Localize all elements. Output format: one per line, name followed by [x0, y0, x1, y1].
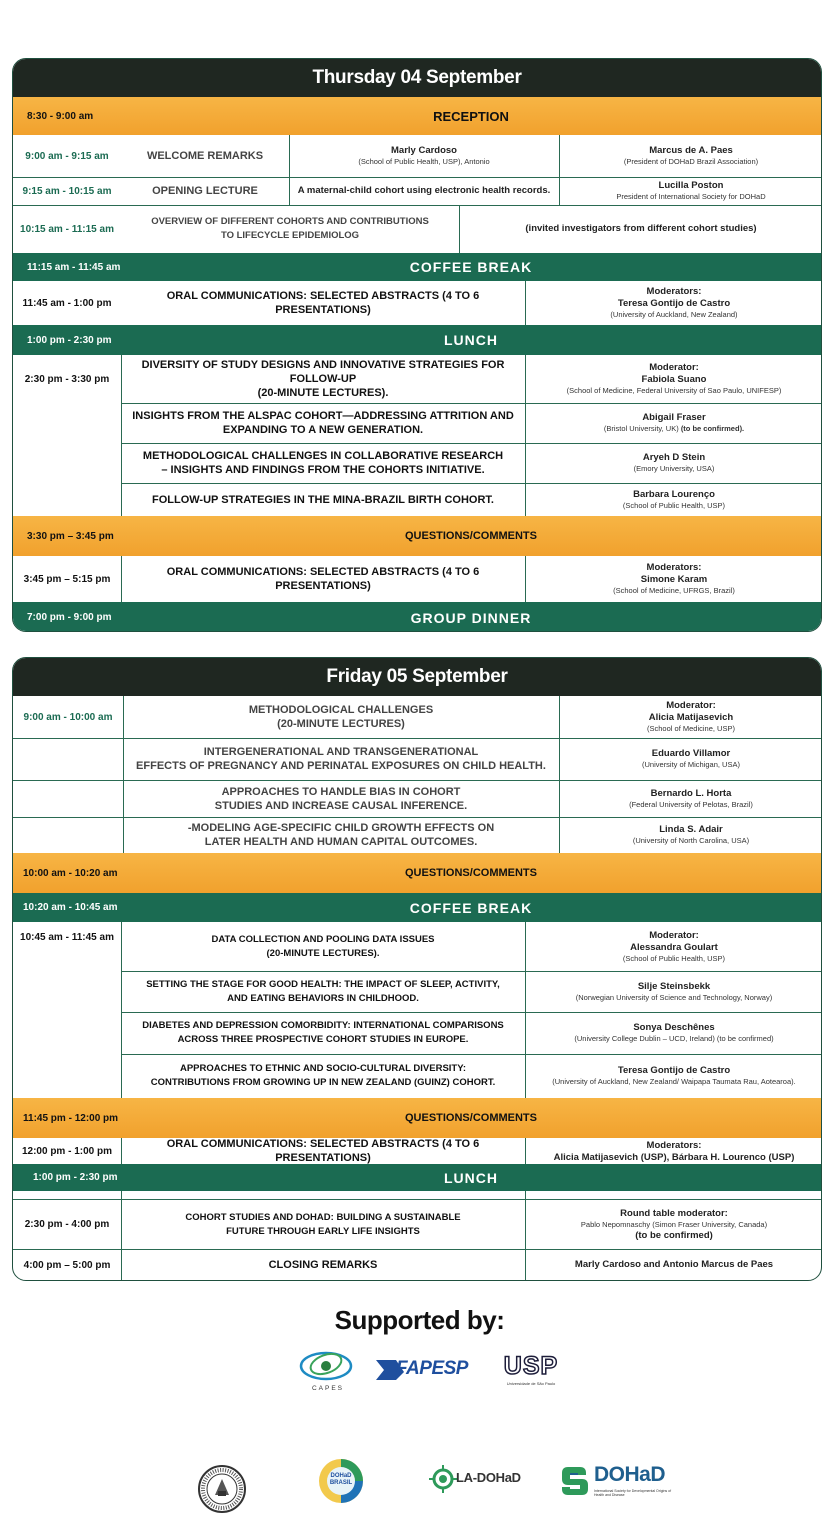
- opening-title: A maternal-child cohort using electronic health records.: [297, 185, 551, 196]
- dinner-row: [13, 602, 821, 632]
- friday-session1-item-speaker: [559, 817, 822, 853]
- welcome-speaker-1: [289, 135, 559, 177]
- oral1-time: 11:45 am - 1:00 pm: [22, 297, 112, 309]
- reception-label: RECEPTION: [433, 108, 509, 124]
- dinner-label: GROUP DINNER: [410, 609, 532, 626]
- welcome-label: WELCOME REMARKS: [146, 150, 264, 162]
- speaker-name: Marly Cardoso: [391, 145, 457, 156]
- friday-session2-item-title: SETTING THE STAGE FOR GOOD HEALTH: THE IMPACT OF SLEEP, ACTIVITY, AND EATING BEHAVIORS IN CHILDHOOD.: [146, 978, 500, 1004]
- speaker-affiliation: (School of Medicine, USP): [647, 724, 735, 733]
- friday-session2-item-speaker: [525, 922, 822, 971]
- la-dohad-text: LA-DOHaD: [456, 1470, 521, 1485]
- friday-oral-row: [13, 1138, 821, 1164]
- speaker-affiliation: (School of Public Health, USP): [622, 953, 726, 963]
- moderator-role: Moderator:: [649, 929, 699, 941]
- moderator-role: Moderators:: [646, 1140, 702, 1151]
- speaker-name: Alessandra Goulart: [630, 941, 718, 953]
- oral2-label: ORAL COMMUNICATIONS: SELECTED ABSTRACTS (4 TO 6 PRESENTATIONS): [166, 566, 480, 592]
- speaker-name: Silje Steinsbekk: [637, 980, 711, 992]
- speaker-name: Alicia Matijasevich: [648, 712, 734, 723]
- speaker-name: Fabiola Suano: [641, 374, 707, 385]
- friday-session2-item-title: DATA COLLECTION AND POOLING DATA ISSUES (20-MINUTE LECTURES).: [211, 933, 435, 959]
- friday-closing-speakers: Marly Cardoso and Antonio Marcus de Paes: [574, 1259, 774, 1270]
- speaker-affiliation: President of International Society for DOHaD: [616, 192, 766, 201]
- speaker-name: Bernardo L. Horta: [650, 787, 732, 799]
- speaker-name: Sonya Deschênes: [633, 1022, 715, 1033]
- session2-item-speaker: [525, 483, 822, 516]
- friday-session1-item-speaker: [559, 738, 822, 780]
- friday-roundtable-time: 2:30 pm - 4:00 pm: [24, 1219, 110, 1230]
- friday-session2-item-speaker: [525, 1054, 822, 1098]
- speaker-affiliation: [604, 424, 744, 434]
- friday-roundtable-label: COHORT STUDIES AND DOHAD: BUILDING A SUSTAINABLE FUTURE THROUGH EARLY LIFE INSIGHTS: [185, 1211, 461, 1237]
- friday-questions1-row: [13, 853, 821, 893]
- oral2-row: [13, 556, 821, 602]
- capes-logo: [298, 1348, 358, 1394]
- friday-oral-label: ORAL COMMUNICATIONS: SELECTED ABSTRACTS (4 TO 6 PRESENTATIONS): [166, 1138, 480, 1164]
- overview-row: [13, 205, 821, 253]
- usp-subtitle: Universidade de São Paulo: [506, 1381, 556, 1386]
- friday-session1-item-speaker: [559, 696, 822, 738]
- oral1-moderator: [525, 281, 822, 325]
- friday-session2-time: 10:45 am - 11:45 am: [20, 931, 114, 943]
- speaker-name: Abigail Fraser: [642, 412, 706, 423]
- session2-item-title: FOLLOW-UP STRATEGIES IN THE MINA-BRAZIL BIRTH COHORT.: [152, 493, 494, 506]
- moderator-role: Moderators:: [646, 286, 702, 297]
- overview-label: OVERVIEW OF DIFFERENT COHORTS AND CONTRIBUTIONS TO LIFECYCLE EPIDEMIOLOG: [151, 216, 429, 241]
- capes-text: CAPES: [311, 1385, 345, 1392]
- opening-time: 9:15 am - 10:15 am: [22, 185, 112, 197]
- friday-session2-item-title: DIABETES AND DEPRESSION COMORBIDITY: INTERNATIONAL COMPARISONS ACROSS THREE PROSPECTIVE COHORT STUDIES IN EUROPE.: [142, 1020, 504, 1045]
- moderator-name: Simone Karam: [640, 574, 708, 585]
- speaker-affiliation: (School of Public Health, USP): [622, 500, 726, 510]
- friday-lunch-time: 1:00 pm - 2:30 pm: [33, 1172, 118, 1183]
- overview-note: (invited investigators from different cohort studies): [525, 223, 757, 234]
- session2-time: 2:30 pm - 3:30 pm: [24, 373, 110, 385]
- usp-logo: [498, 1354, 564, 1388]
- speaker-name: Eduardo Villamor: [651, 748, 731, 759]
- oral1-label: ORAL COMMUNICATIONS: SELECTED ABSTRACTS (4 TO 6 PRESENTATIONS): [166, 290, 480, 316]
- confirmation-note: (to be confirmed): [635, 1229, 713, 1241]
- speaker-affiliation: (Federal University of Pelotas, Brazil): [629, 799, 753, 809]
- welcome-row: [13, 135, 821, 177]
- fapesp-logo: [374, 1356, 478, 1382]
- speaker-affiliation: (University College Dublin – UCD, Ireland) (to be confirmed): [574, 1034, 774, 1043]
- fapesp-text: FAPESP: [396, 1358, 468, 1379]
- questions-label: QUESTIONS/COMMENTS: [404, 530, 537, 542]
- friday-roundtable-moderator: [525, 1200, 822, 1249]
- friday-closing-label: CLOSING REMARKS: [268, 1259, 378, 1271]
- speaker-affiliation: (University of Michigan, USA): [642, 760, 740, 769]
- reception-row: [13, 97, 821, 135]
- dohad-logo: [558, 1463, 676, 1499]
- friday-oral-moderator: [525, 1140, 821, 1164]
- session2-item-speaker: [525, 443, 822, 483]
- friday-schedule: [12, 657, 822, 1281]
- friday-session1-item-title: -MODELING AGE-SPECIFIC CHILD GROWTH EFFECTS ON LATER HEALTH AND HUMAN CAPITAL OUTCOMES.: [187, 822, 495, 848]
- moderator-name: Alicia Matijasevich (USP), Bárbara H. Lourenco (USP): [553, 1152, 795, 1163]
- speaker-name: Lucilla Poston: [658, 180, 724, 191]
- friday-session1-item-title: INTERGENERATIONAL AND TRANSGENERATIONAL EFFECTS OF PREGNANCY AND PERINATAL EXPOSURES ON CHILD HEALTH.: [136, 746, 546, 772]
- friday-session1-item-speaker: [559, 780, 822, 817]
- speaker-affiliation: (University of North Carolina, USA): [632, 836, 750, 845]
- moderator-name: Teresa Gontijo de Castro: [617, 298, 731, 309]
- opening-row: [13, 177, 821, 205]
- dohad-text: DOHaD: [594, 1463, 666, 1486]
- friday-session1-item-title: METHODOLOGICAL CHALLENGES (20-MINUTE LECTURES): [248, 704, 434, 730]
- speaker-affiliation: (School of Public Health, USP), Antonio: [358, 157, 490, 166]
- welcome-time: 9:00 am - 9:15 am: [25, 150, 109, 162]
- speaker-affiliation: (Emory University, USA): [633, 464, 715, 473]
- friday-session1-time: 9:00 am - 10:00 am: [23, 711, 113, 723]
- coffee-row: [13, 253, 821, 281]
- dohad-brasil-logo: [317, 1457, 365, 1505]
- speaker-name: Linda S. Adair: [659, 824, 723, 835]
- friday-session2-item-speaker: [525, 971, 822, 1012]
- welcome-speaker-2: [559, 135, 822, 177]
- session2-item-speaker: [525, 355, 822, 403]
- friday-coffee-row: [13, 893, 821, 922]
- dohad-brasil-text: DOHaD BRASIL: [329, 1473, 353, 1486]
- friday-questions2-time: 11:45 pm - 12:00 pm: [23, 1112, 119, 1124]
- lunch-label: LUNCH: [444, 332, 498, 348]
- moderator-role: Moderators:: [646, 562, 702, 573]
- session2-item-title: INSIGHTS FROM THE ALSPAC COHORT—ADDRESSING ATTRITION AND EXPANDING TO A NEW GENERATION.: [132, 410, 514, 436]
- speaker-name: Barbara Lourenço: [633, 488, 715, 500]
- speaker-affiliation: (University of Auckland, New Zealand/ Waipapa Taumata Rau, Aotearoa).: [552, 1077, 796, 1086]
- oral2-time: 3:45 pm – 5:15 pm: [23, 573, 111, 585]
- friday-session1-block: [13, 696, 821, 853]
- overview-time: 10:15 am - 11:15 am: [20, 223, 114, 235]
- moderator-affiliation: (School of Medicine, UFRGS, Brazil): [613, 586, 735, 595]
- speaker-affiliation: (Norwegian University of Science and Technology, Norway): [575, 992, 773, 1002]
- opening-label: OPENING LECTURE: [152, 185, 258, 197]
- friday-roundtable-row: [13, 1200, 821, 1249]
- friday-title: Friday 05 September: [13, 658, 821, 696]
- friday-oral-time: 12:00 pm - 1:00 pm: [21, 1145, 113, 1157]
- coffee-time: 11:15 am - 11:45 am: [27, 261, 121, 273]
- lunch-row: [13, 325, 821, 355]
- speaker-affiliation: (School of Medicine, Federal University of Sao Paulo, UNIFESP): [566, 386, 782, 395]
- moderator-affiliation: Pablo Nepomnaschy (Simon Fraser University, Canada): [580, 1219, 768, 1229]
- friday-questions1-label: QUESTIONS/COMMENTS: [404, 867, 537, 879]
- moderator-role: Moderator:: [649, 362, 699, 373]
- session2-item-speaker: [525, 403, 822, 443]
- questions-row: [13, 516, 821, 556]
- faculdade-seal-logo: [197, 1464, 247, 1514]
- friday-session1-item-title: APPROACHES TO HANDLE BIAS IN COHORT STUDIES AND INCREASE CAUSAL INFERENCE.: [214, 785, 468, 812]
- friday-questions2-row: [13, 1098, 821, 1138]
- session2-item-title: METHODOLOGICAL CHALLENGES IN COLLABORATIVE RESEARCH – INSIGHTS AND FINDINGS FROM THE COHORTS INITIATIVE.: [142, 450, 504, 476]
- session2-block: [13, 355, 821, 516]
- moderator-role: Moderator:: [666, 700, 716, 711]
- lunch-time: 1:00 pm - 2:30 pm: [27, 334, 112, 346]
- thursday-title: Thursday 04 September: [13, 59, 821, 97]
- thursday-schedule: [12, 58, 822, 632]
- moderator-affiliation: (University of Auckland, New Zealand): [610, 310, 738, 319]
- supported-by-title: Supported by:: [334, 1305, 505, 1335]
- friday-session2-item-title: APPROACHES TO ETHNIC AND SOCIO-CULTURAL DIVERSITY: CONTRIBUTIONS FROM GROWING UP IN NEW ZEALAND (GUINZ) COHORT.: [150, 1063, 496, 1088]
- friday-questions2-label: QUESTIONS/COMMENTS: [404, 1112, 537, 1124]
- dinner-time: 7:00 pm - 9:00 pm: [27, 612, 112, 623]
- speaker-name: Marcus de A. Paes: [649, 145, 733, 156]
- friday-session2-block: [13, 922, 821, 1098]
- usp-text: USP: [503, 1352, 559, 1380]
- la-dohad-logo: [428, 1464, 532, 1496]
- coffee-label: COFFEE BREAK: [409, 259, 533, 275]
- friday-lunch-label: LUNCH: [444, 1169, 498, 1186]
- friday-closing-time: 4:00 pm – 5:00 pm: [23, 1259, 111, 1271]
- opening-speaker: [559, 177, 822, 205]
- friday-lunch-row: [13, 1164, 821, 1191]
- oral2-moderator: [525, 556, 822, 602]
- confirmation-note: (to be confirmed).: [680, 424, 745, 433]
- dohad-subtitle: International Society for Developmental Origins of Health and Disease: [594, 1489, 672, 1497]
- friday-coffee-time: 10:20 am - 10:45 am: [23, 902, 118, 913]
- oral1-row: [13, 281, 821, 325]
- questions-time: 3:30 pm – 3:45 pm: [27, 530, 114, 542]
- reception-time: 8:30 - 9:00 am: [27, 110, 94, 122]
- session2-item-title: DIVERSITY OF STUDY DESIGNS AND INNOVATIVE STRATEGIES FOR FOLLOW-UP (20-MINUTE LECTURES).: [141, 359, 505, 399]
- friday-questions1-time: 10:00 am - 10:20 am: [23, 867, 118, 879]
- friday-session2-item-speaker: [525, 1012, 822, 1054]
- friday-closing-row: [13, 1250, 821, 1281]
- affiliation-text: (Bristol University, UK): [603, 424, 679, 433]
- speaker-name: Aryeh D Stein: [642, 452, 706, 463]
- speaker-name: Teresa Gontijo de Castro: [617, 1065, 731, 1076]
- moderator-role: Round table moderator:: [620, 1207, 728, 1219]
- speaker-affiliation: (President of DOHaD Brazil Association): [623, 157, 759, 166]
- friday-coffee-label: COFFEE BREAK: [409, 899, 533, 916]
